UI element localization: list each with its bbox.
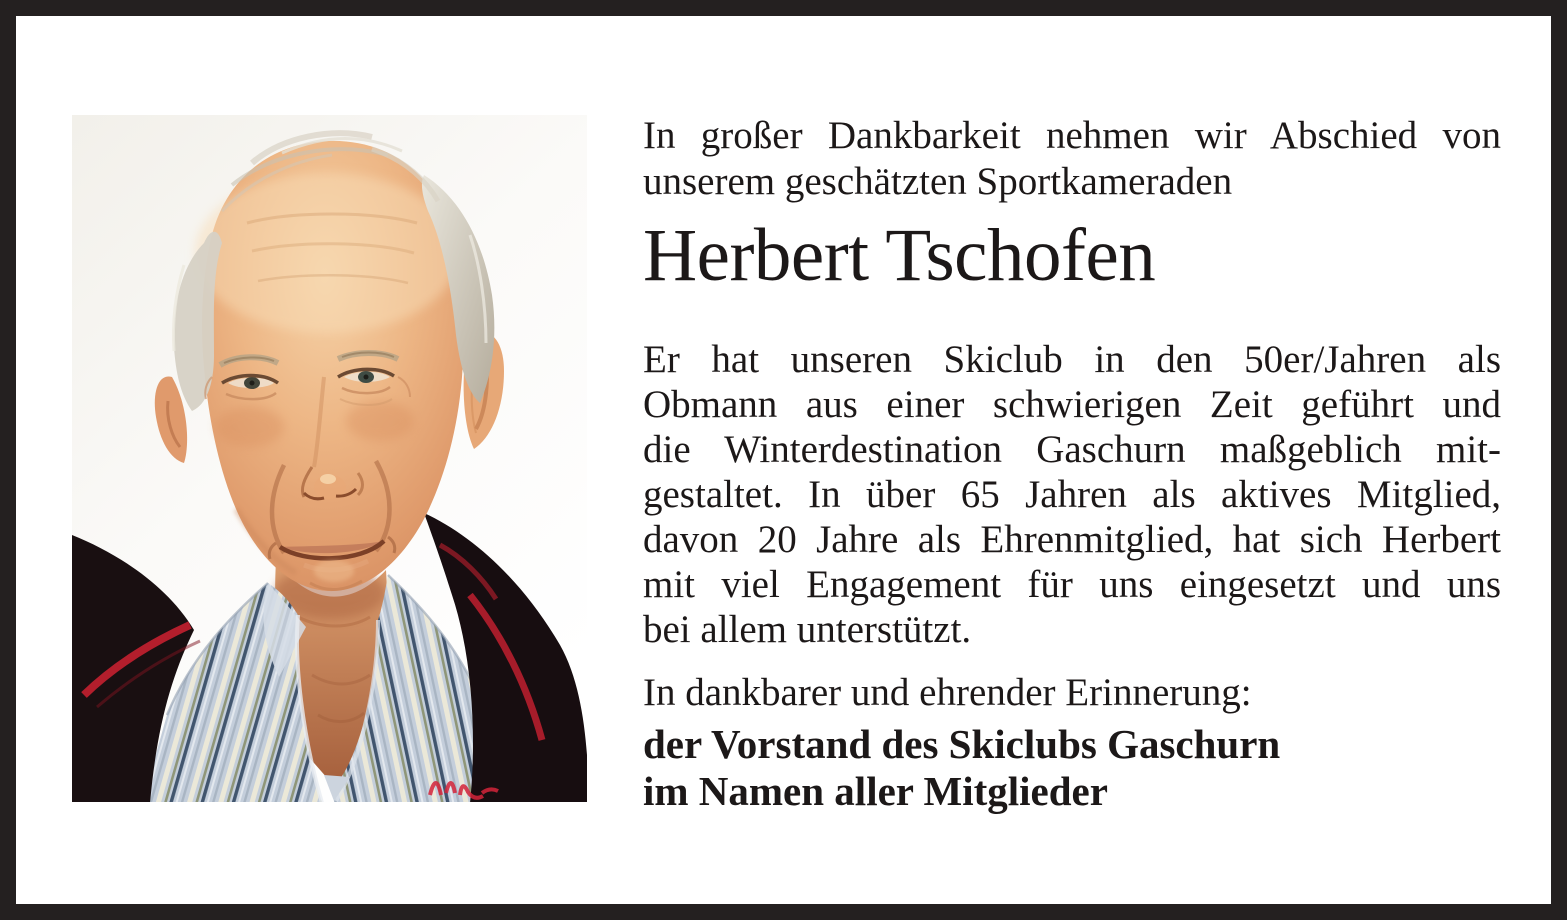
portrait-illustration: [72, 115, 587, 802]
signature-line-2: im Namen aller Mitglieder: [643, 768, 1108, 814]
obituary-body: [643, 337, 1501, 652]
body-line: gestaltet. In über 65 Jahren als aktives Mitglied,: [643, 473, 1501, 516]
deceased-name: Herbert Tschofen: [643, 214, 1156, 297]
body-line: die Winterdestination Gaschurn maßgeblich mit-: [643, 428, 1501, 471]
body-line: mit viel Engagement für uns eingesetzt und uns: [643, 563, 1501, 606]
body-line: davon 20 Jahre als Ehrenmitglied, hat sich Herbert: [643, 518, 1501, 561]
intro-line-2: unserem geschätzten Sportkameraden: [643, 160, 1233, 203]
intro-text: [643, 113, 1501, 205]
body-line: bei allem unterstützt.: [643, 608, 972, 651]
body-line: Er hat unseren Skiclub in den 50er/Jahren als: [643, 338, 1501, 381]
signature-line-1: der Vorstand des Skiclubs Gaschurn: [643, 721, 1281, 767]
portrait-photo: [72, 115, 587, 802]
remembrance-line: In dankbarer und ehrender Erinnerung:: [643, 671, 1252, 714]
body-line: Obmann aus einer schwierigen Zeit geführt und: [643, 383, 1501, 426]
signature-block: [643, 721, 1501, 815]
intro-line-1: In großer Dankbarkeit nehmen wir Abschied von: [643, 114, 1501, 157]
